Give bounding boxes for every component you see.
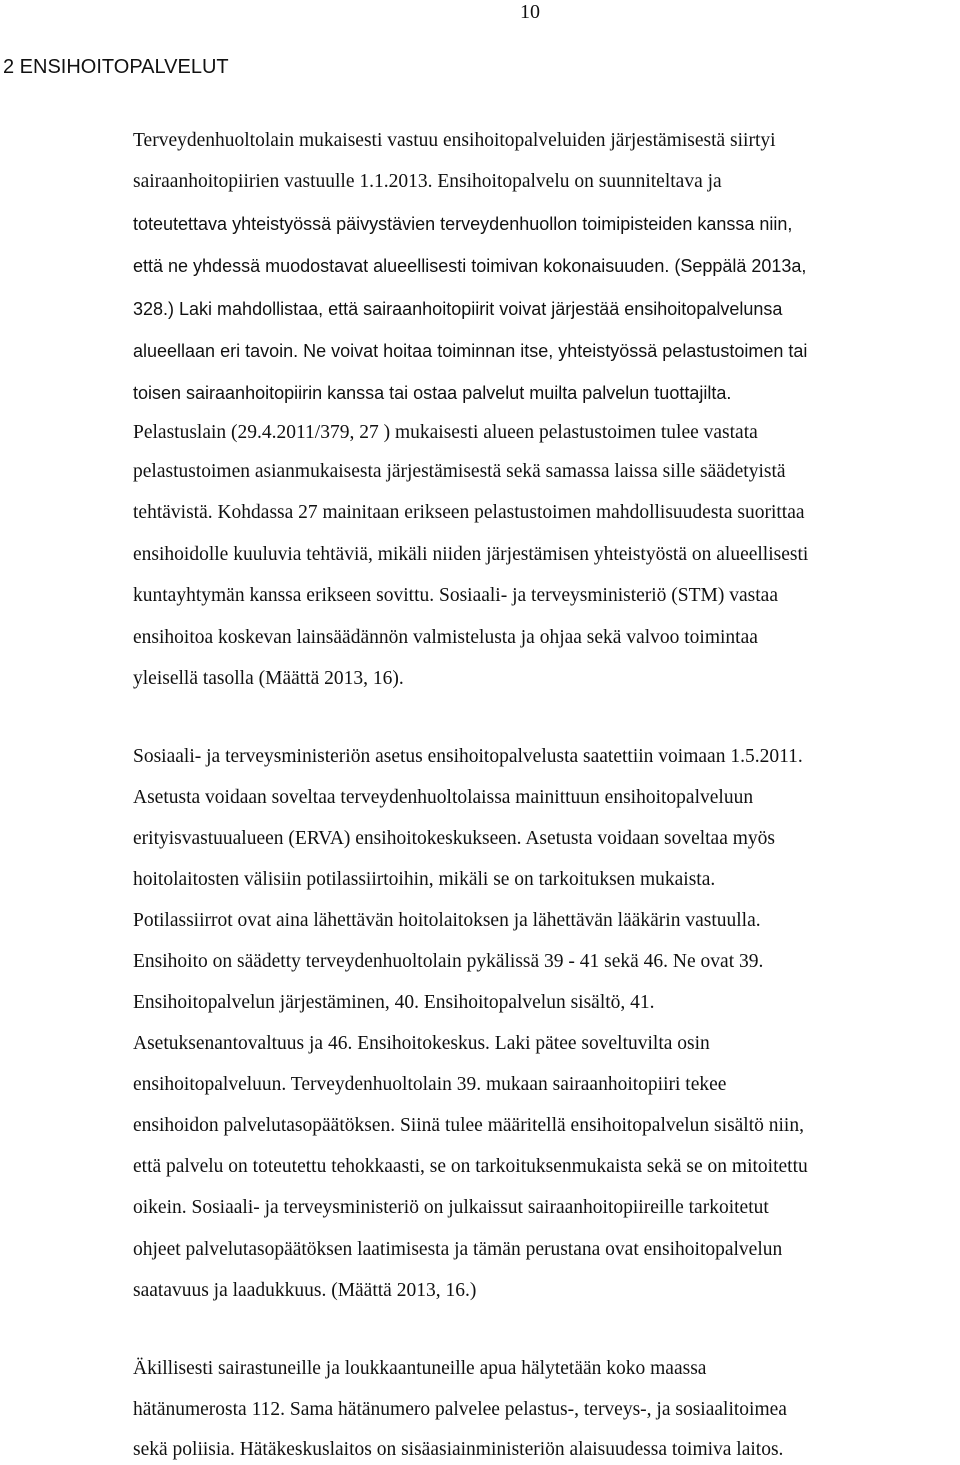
- paragraph-line: sekä poliisia. Hätäkeskuslaitos on sisäasiainministeriön alaisuudessa toimiva laitos.: [133, 1439, 784, 1460]
- paragraph-line: ensihoidolle kuuluvia tehtäviä, mikäli niiden järjestämisen yhteistyöstä on alueellisesti: [133, 544, 809, 565]
- paragraph-line: toteutettava yhteistyössä päivystävien terveydenhuollon toimipisteiden kanssa niin,: [133, 214, 793, 234]
- paragraph-line: ohjeet palvelutasopäätöksen laatimisesta ja tämän perustana ovat ensihoitopalvelun: [133, 1239, 783, 1260]
- paragraph-line: sairaanhoitopiirien vastuulle 1.1.2013. Ensihoitopalvelu on suunniteltava ja: [133, 171, 722, 192]
- paragraph-line: että ne yhdessä muodostavat alueellisesti toimivan kokonaisuuden. (Seppälä 2013a,: [133, 256, 807, 276]
- paragraph-line: Ensihoitopalvelun järjestäminen, 40. Ensihoitopalvelun sisältö, 41.: [133, 992, 655, 1013]
- paragraph-line: hätänumerosta 112. Sama hätänumero palvelee pelastus-, terveys-, ja sosiaalitoimea: [133, 1399, 787, 1420]
- paragraph-line: 328.) Laki mahdollistaa, että sairaanhoitopiirit voivat järjestää ensihoitopalvelunsa: [133, 299, 783, 319]
- paragraph-line: Potilassiirrot ovat aina lähettävän hoitolaitoksen ja lähettävän lääkärin vastuulla.: [133, 910, 761, 931]
- paragraph-line: erityisvastuualueen (ERVA) ensihoitokeskukseen. Asetusta voidaan soveltaa myös: [133, 828, 775, 849]
- paragraph-line: Terveydenhuoltolain mukaisesti vastuu ensihoitopalveluiden järjestämisestä siirtyi: [133, 130, 776, 151]
- paragraph-line: pelastustoimen asianmukaisesta järjestämisestä sekä samassa laissa sille säädetyistä: [133, 461, 786, 482]
- chapter-heading: 2 ENSIHOITOPALVELUT: [3, 56, 229, 78]
- paragraph-line: alueellaan eri tavoin. Ne voivat hoitaa toiminnan itse, yhteistyössä pelastustoimen tai: [133, 341, 808, 361]
- paragraph-line: Äkillisesti sairastuneille ja loukkaantuneille apua hälytetään koko maassa: [133, 1358, 707, 1379]
- paragraph-line: hoitolaitosten välisiin potilassiirtoihin, mikäli se on tarkoituksen mukaista.: [133, 869, 716, 890]
- paragraph-line: kuntayhtymän kanssa erikseen sovittu. Sosiaali- ja terveysministeriö (STM) vastaa: [133, 585, 778, 606]
- paragraph-line: yleisellä tasolla (Määttä 2013, 16).: [133, 668, 404, 689]
- paragraph-line: ensihoidon palvelutasopäätöksen. Siinä tulee määritellä ensihoitopalvelun sisältö niin,: [133, 1115, 804, 1136]
- paragraph-line: ensihoitopalveluun. Terveydenhuoltolain 39. mukaan sairaanhoitopiiri tekee: [133, 1074, 727, 1095]
- paragraph-line: oikein. Sosiaali- ja terveysministeriö on julkaissut sairaanhoitopiireille tarkoitetut: [133, 1197, 769, 1218]
- paragraph-line: Ensihoito on säädetty terveydenhuoltolain pykälissä 39 - 41 sekä 46. Ne ovat 39.: [133, 951, 764, 972]
- paragraph-line: Asetuksenantovaltuus ja 46. Ensihoitokeskus. Laki pätee soveltuvilta osin: [133, 1033, 710, 1054]
- paragraph-line: ensihoitoa koskevan lainsäädännön valmistelusta ja ohjaa sekä valvoo toimintaa: [133, 627, 758, 648]
- paragraph-line: saatavuus ja laadukkuus. (Määttä 2013, 16.): [133, 1280, 477, 1301]
- page-number: 10: [520, 1, 540, 23]
- paragraph-line: tehtävistä. Kohdassa 27 mainitaan erikseen pelastustoimen mahdollisuudesta suorittaa: [133, 502, 805, 523]
- paragraph-line: Sosiaali- ja terveysministeriön asetus ensihoitopalvelusta saatettiin voimaan 1.5.2011.: [133, 746, 803, 767]
- paragraph-line: Pelastuslain (29.4.2011/379, 27 ) mukaisesti alueen pelastustoimen tulee vastata: [133, 422, 758, 443]
- paragraph-line: toisen sairaanhoitopiirin kanssa tai ostaa palvelut muilta palvelun tuottajilta.: [133, 383, 732, 403]
- paragraph-line: Asetusta voidaan soveltaa terveydenhuoltolaissa mainittuun ensihoitopalveluun: [133, 787, 754, 808]
- paragraph-line: että palvelu on toteutettu tehokkaasti, se on tarkoituksenmukaista sekä se on mitoitettu: [133, 1156, 808, 1177]
